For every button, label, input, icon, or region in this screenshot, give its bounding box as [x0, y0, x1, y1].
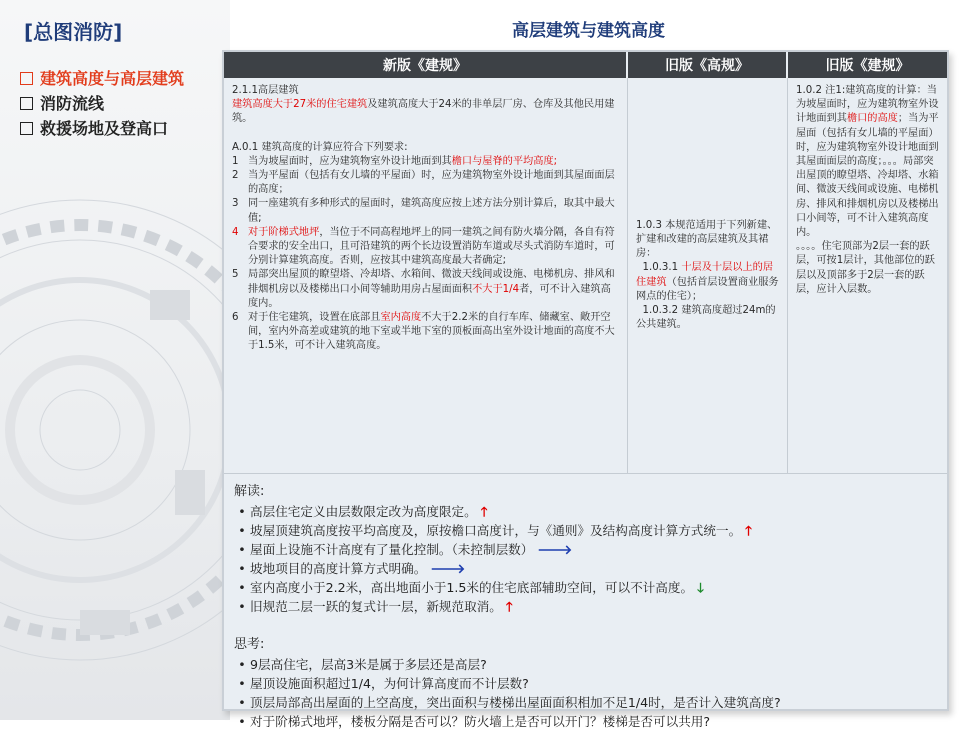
list-text: 对于住宅建筑，设置在底部且 [248, 312, 381, 324]
nav-item-building-height[interactable] [20, 66, 184, 91]
bullet-dot: • [238, 695, 246, 710]
thinking-item [234, 655, 940, 674]
analysis-item-text: 室内高度小于2.2米，高出地面小于1.5米的住宅底部辅助空间，可以不计高度。 🡓 [250, 580, 704, 596]
clause-title: 2.1.1高层建筑 [232, 85, 299, 96]
analysis-item [234, 540, 940, 559]
checkbox-icon [20, 122, 33, 135]
page-title: 高层建筑与建筑高度 [512, 21, 665, 41]
cell-new-code [224, 78, 628, 473]
bullet-dot: • [238, 580, 246, 595]
list-text: 同一座建筑有多种形式的屋面时，建筑高度应按上述方法分别计算后，取其中最大值; [248, 198, 615, 224]
arrow-up-icon: 🡑 [745, 524, 752, 539]
list-text: 局部突出屋顶的瞭望塔、冷却塔、水箱间、微波天线间或设施、电梯机房、排风和排烟机房以及楼梯出口小间等辅助用房占屋面面积 [248, 269, 615, 295]
checkbox-icon [20, 72, 33, 85]
clause-text-rest: 及建筑高度大于24米的非单层厂房、仓库及其他民用建筑。 [232, 99, 615, 125]
section-title: [总图消防] [24, 20, 123, 44]
list-item [232, 268, 619, 311]
analysis-item-text: 高层住宅定义由层数限定改为高度限定。 🡑 [250, 504, 488, 520]
nav-item-rescue-site[interactable] [20, 116, 184, 141]
analysis-section [234, 482, 940, 731]
list-number: 1 [232, 155, 239, 167]
table-header [224, 52, 947, 78]
thinking-item-text: 屋顶设施面积超过1/4，为何计算高度而不计层数? [250, 676, 529, 691]
analysis-item-text: 旧规范二层一跃的复式计一层，新规范取消。 🡑 [250, 599, 513, 615]
thinking-item [234, 693, 940, 712]
arrow-up-icon: 🡑 [480, 505, 488, 520]
clause-text: 1.0.3 本规范适用于下列新建、扩建和改建的高层建筑及其裙房： [636, 219, 778, 260]
bullet-dot: • [238, 657, 246, 672]
list-text: 者，可不计入建筑高度内。 [248, 283, 611, 309]
list-number: 2 [232, 170, 239, 182]
list-item [232, 311, 619, 354]
clause-text-body: 1.0.2 注1:建筑高度的计算：当为坡屋面时，应为建筑物室外设计地面到其 [796, 85, 939, 125]
analysis-item [234, 578, 940, 597]
thinking-list [234, 655, 940, 731]
clause-text [796, 84, 939, 240]
clause-text-body: 1.0.3.2 建筑高度超过24m的公共建筑。 [636, 304, 776, 331]
thinking-heading: 思考: [234, 637, 265, 652]
highlight-text: 对于阶梯式地坪 [248, 226, 320, 238]
side-nav [20, 66, 184, 141]
thinking-item [234, 674, 940, 693]
list-number: 3 [232, 198, 239, 210]
list-item [232, 169, 619, 197]
column-header-new-code: 新版《建规》 [224, 52, 628, 78]
column-header-old-building-code: 旧版《建规》 [825, 58, 910, 74]
bullet-dot: • [238, 714, 246, 729]
bullet-dot: • [238, 523, 246, 538]
arrow-right-icon: 🡒 [537, 543, 573, 558]
clause-text [636, 304, 779, 332]
appendix-title: A.0.1 建筑高度的计算应符合下列要求: [232, 141, 408, 153]
clause-text [232, 98, 619, 126]
nav-item-label: 建筑高度与高层建筑 [40, 69, 185, 88]
arrow-right-icon: 🡒 [430, 562, 466, 577]
list-number: 5 [232, 269, 239, 281]
analysis-item-text: 坡屋顶建筑高度按平均高度及，原按檐口高度计，与《通则》及结构高度计算方式统一。 🡑 [250, 523, 752, 539]
list-text: 不大于2.2米的自行车库、储藏室、敞开空间，室内外高差或建筑的地下室或半地下室的顶板面高出室外设计地面的高度不大于1.5米，可不计入建筑高度。 [248, 312, 615, 352]
bullet-dot: • [238, 676, 246, 691]
clause-text-rest: （包括首层设置商业服务网点的住宅）； [636, 276, 779, 302]
clause-text-rest: ；当为平屋面（包括有女儿墙的平屋面）时，应为建筑物室外设计地面到其屋面面层的高度；。。。局部突出屋顶的瞭望塔、冷却塔、水箱间、微波天线间或设施、电梯机房、排风和排烟机房以及楼梯出口小间等，可不计入建筑高度内。 [796, 113, 939, 239]
analysis-heading: 解读: [234, 484, 265, 499]
column-header-old-high-rise-code: 旧版《高规》 [628, 52, 788, 78]
bullet-dot: • [238, 599, 246, 614]
highlight-text: 建筑高度大于27米的住宅建筑 [232, 99, 368, 111]
list-number: 4 [232, 226, 239, 238]
list-item [232, 197, 619, 225]
bullet-dot: • [238, 504, 246, 519]
table-body [224, 78, 947, 474]
analysis-item [234, 521, 940, 540]
analysis-item [234, 502, 940, 521]
list-number: 6 [232, 312, 239, 324]
bullet-dot: • [238, 542, 246, 557]
cell-old-building-code [788, 78, 947, 473]
list-text: ，当位于不同高程地坪上的同一建筑之间有防火墙分隔，各自有符合要求的安全出口，且可沿建筑的两个长边设置消防车道或尽头式消防车道时，可分别计算建筑高度。否则，应按其中建筑高度最大者确定; [248, 226, 615, 267]
analysis-item-text: 坡地项目的高度计算方式明确。 🡒 [250, 561, 466, 577]
highlight-text: 十层及十层以上的居住建筑 [636, 262, 774, 288]
analysis-item-text: 屋面上设施不计高度有了量化控制。（未控制层数） 🡒 [250, 542, 573, 558]
analysis-item [234, 597, 940, 616]
list-text: 当为坡屋面时，应为建筑物室外设计地面到其 [248, 155, 452, 167]
thinking-item-text: 顶层局部高出屋面的上空高度，突出面积与楼梯出屋面面积相加不足1/4时，是否计入建筑高度? [250, 695, 781, 710]
clause-text [636, 261, 779, 304]
analysis-item [234, 559, 940, 578]
checkbox-icon [20, 97, 33, 110]
list-text: 当为平屋面（包括有女儿墙的平屋面）时，应为建筑物室外设计地面到其屋面面层的高度； [248, 170, 615, 196]
arrow-up-icon: 🡑 [505, 600, 513, 615]
cell-old-high-rise-code [628, 78, 788, 473]
bullet-dot: • [238, 561, 246, 576]
clause-text: 。。。。住宅顶部为2层一套的跃层，可按1层计，其他部位的跃层以及顶部多于2层一套的跃层，应计入层数。 [796, 241, 935, 295]
analysis-list [234, 502, 940, 616]
arrow-down-icon: 🡓 [697, 581, 704, 596]
thinking-item-text: 9层高住宅，层高3米是属于多层还是高层? [250, 657, 487, 672]
highlight-text: 檐口与屋脊的平均高度; [451, 155, 558, 167]
highlight-text: 室内高度 [380, 312, 422, 324]
highlight-text: 檐口的高度 [846, 113, 898, 125]
list-item [232, 155, 619, 169]
nav-item-label: 消防流线 [40, 94, 105, 113]
clause-number: 1.0.3.1 [642, 262, 682, 274]
list-item [232, 226, 619, 269]
thinking-item-text: 对于阶梯式地坪，楼板分隔是否可以？防火墙上是否可以开门？楼梯是否可以共用? [250, 714, 711, 729]
highlight-text: 不大于1/4 [472, 283, 520, 295]
nav-item-label: 救援场地及登高口 [40, 119, 169, 138]
nav-item-fire-flow[interactable] [20, 91, 184, 116]
thinking-item [234, 712, 940, 731]
content-card [222, 50, 949, 729]
